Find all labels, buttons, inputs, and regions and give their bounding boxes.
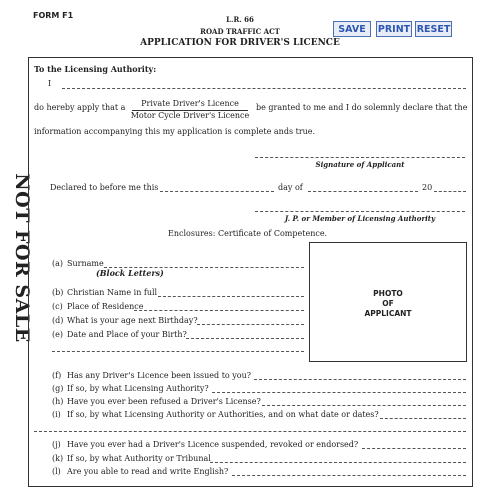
birth-field-line2[interactable] bbox=[52, 351, 304, 352]
question-f-letter: (f) bbox=[52, 371, 62, 380]
licence-refused-field[interactable] bbox=[262, 405, 466, 406]
form-reference: L.R. 66 bbox=[226, 15, 254, 24]
applicant-name-field[interactable] bbox=[62, 88, 466, 89]
question-c-letter: (c) bbox=[52, 302, 63, 311]
declared-day-field[interactable] bbox=[160, 191, 274, 192]
question-k-letter: (k) bbox=[52, 454, 64, 463]
question-g-label: If so, by what Licensing Authority? bbox=[67, 384, 209, 393]
declaration-text: information accompanying this my application is complete ands true. bbox=[34, 127, 316, 136]
applicant-i-label: I bbox=[48, 79, 52, 88]
form-number: FORM F1 bbox=[33, 11, 74, 20]
licence-option-motorcycle[interactable]: Motor Cycle Driver's Licence bbox=[130, 111, 250, 120]
enclosures: Enclosures: Certificate of Competence. bbox=[168, 229, 328, 238]
question-a-label: Surname bbox=[67, 259, 104, 268]
question-d-label: What is your age next Birthday? bbox=[67, 316, 198, 325]
question-g-letter: (g) bbox=[52, 384, 64, 393]
signature-label: Signature of Applicant bbox=[315, 160, 405, 169]
licence-option-private[interactable]: Private Driver's Licence bbox=[141, 99, 239, 108]
question-f-label: Has any Driver's Licence been issued to you? bbox=[67, 371, 252, 380]
page-title: APPLICATION FOR DRIVER'S LICENCE bbox=[140, 38, 340, 48]
reset-button[interactable]: RESET bbox=[415, 21, 452, 37]
act-title: ROAD TRAFFIC ACT bbox=[200, 27, 280, 36]
residence-field[interactable] bbox=[134, 310, 304, 311]
question-d-letter: (d) bbox=[52, 316, 64, 325]
question-k-label: If so, by what Authority or Tribunal bbox=[67, 454, 211, 463]
question-b-letter: (b) bbox=[52, 288, 64, 297]
issuing-authority-field[interactable] bbox=[212, 392, 466, 393]
signature-field[interactable] bbox=[255, 157, 465, 158]
photo-box[interactable] bbox=[309, 242, 467, 362]
year-prefix: 20 bbox=[422, 183, 433, 192]
tribunal-field[interactable] bbox=[210, 462, 466, 463]
birth-field[interactable] bbox=[186, 338, 304, 339]
not-for-sale-stamp: NOT FOR SALE bbox=[11, 173, 33, 343]
question-l-letter: (l) bbox=[52, 467, 61, 476]
addressee: To the Licensing Authority: bbox=[34, 64, 157, 74]
declared-year-field[interactable] bbox=[434, 191, 466, 192]
licence-suspended-field[interactable] bbox=[362, 448, 466, 449]
age-field[interactable] bbox=[197, 324, 304, 325]
question-h-letter: (h) bbox=[52, 397, 64, 406]
question-j-letter: (j) bbox=[52, 440, 61, 449]
declared-text: Declared to before me this bbox=[50, 183, 159, 192]
refusal-authority-field[interactable] bbox=[380, 418, 466, 419]
christian-name-field[interactable] bbox=[158, 296, 304, 297]
question-i-letter: (i) bbox=[52, 410, 61, 419]
day-of-text: day of bbox=[278, 183, 303, 192]
jp-signature-field[interactable] bbox=[255, 211, 465, 212]
save-button[interactable]: SAVE bbox=[333, 21, 371, 37]
question-b-label: Christian Name in full bbox=[67, 288, 158, 297]
declared-month-field[interactable] bbox=[308, 191, 418, 192]
apply-text-pre: do hereby apply that a bbox=[34, 103, 126, 112]
question-a-letter: (a) bbox=[52, 259, 64, 268]
photo-label-3: APPLICANT bbox=[364, 309, 412, 318]
photo-label-2: OF bbox=[382, 299, 394, 308]
refusal-authority-line2[interactable] bbox=[34, 431, 466, 432]
question-e-label: Date and Place of your Birth? bbox=[67, 330, 187, 339]
block-letters-note: (Block Letters) bbox=[96, 268, 164, 278]
question-h-label: Have you ever been refused a Driver's License? bbox=[67, 397, 261, 406]
apply-text-post: be granted to me and I do solemnly declare that the bbox=[256, 103, 468, 112]
question-i-label: If so, by what Licensing Authority or Authorities, and on what date or dates? bbox=[67, 410, 379, 419]
licence-issued-field[interactable] bbox=[254, 379, 466, 380]
question-e-letter: (e) bbox=[52, 330, 63, 339]
photo-label-1: PHOTO bbox=[373, 289, 403, 298]
print-button[interactable]: PRINT bbox=[376, 21, 412, 37]
question-c-label: Place of Residence bbox=[67, 302, 144, 311]
jp-label: J. P. or Member of Licensing Authority bbox=[284, 214, 436, 223]
question-l-label: Are you able to read and write English? bbox=[67, 467, 229, 476]
english-field[interactable] bbox=[232, 475, 466, 476]
question-j-label: Have you ever had a Driver's Licence suspended, revoked or endorsed? bbox=[67, 440, 359, 449]
